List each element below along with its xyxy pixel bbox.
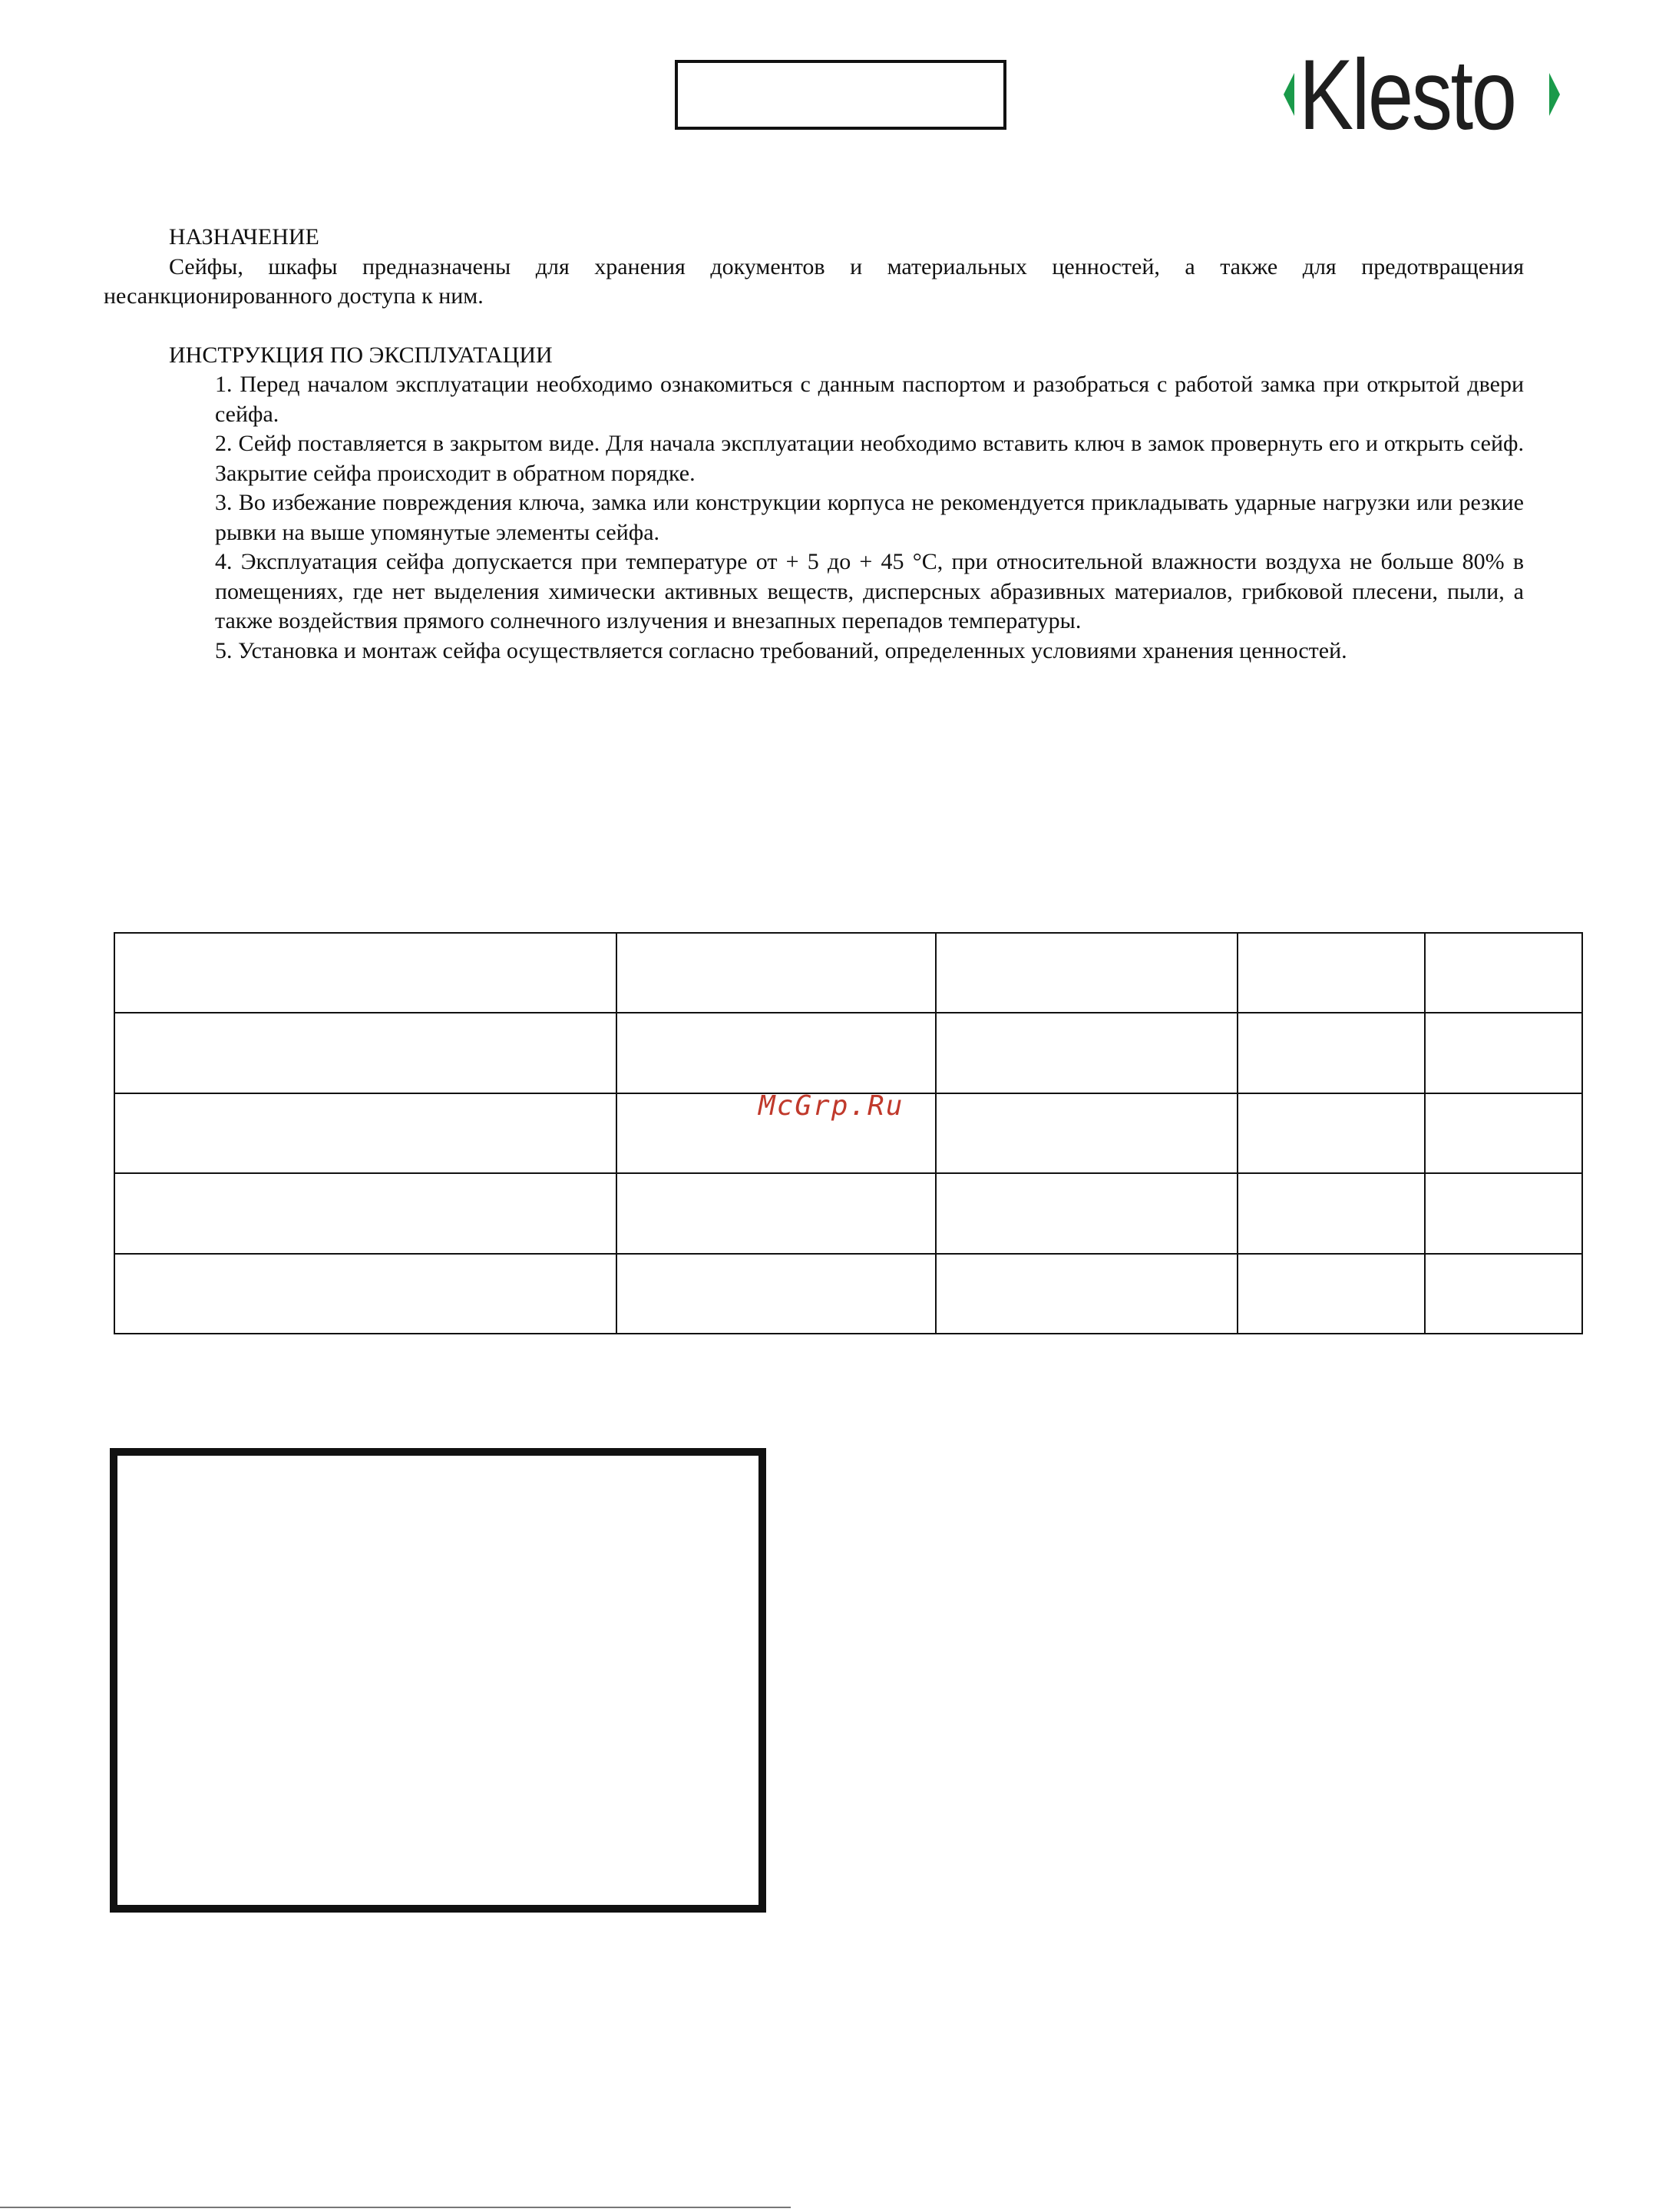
instruction-item: 5. Установка и монтаж сейфа осуществляется согласно требований, определенных условиями хранения ценностей. xyxy=(215,637,1347,663)
table-row xyxy=(114,1013,1582,1093)
table-cell xyxy=(616,933,936,1013)
table-cell xyxy=(1425,1093,1582,1173)
bottom-divider xyxy=(0,2207,791,2208)
table-cell xyxy=(1425,1173,1582,1253)
table-row xyxy=(114,933,1582,1013)
table-cell xyxy=(1425,1013,1582,1093)
table-cell xyxy=(616,1013,936,1093)
table-row xyxy=(114,1254,1582,1334)
table-cell xyxy=(1238,933,1425,1013)
table-cell xyxy=(114,1013,616,1093)
table-cell xyxy=(1238,1013,1425,1093)
table-cell xyxy=(1238,1173,1425,1253)
table-cell xyxy=(1425,1254,1582,1334)
instruction-item: 2. Сейф поставляется в закрытом виде. Для начала эксплуатации необходимо вставить ключ в замок провернуть его и открыть сейф. Закрытие сейфа происходит в обратном порядке. xyxy=(215,431,1524,486)
table-cell xyxy=(936,1093,1238,1173)
table-cell xyxy=(114,933,616,1013)
instruction-item: 3. Во избежание повреждения ключа, замка или конструкции корпуса не рекомендуется прикладывать ударные нагрузки или резкие рывки на выше упомянутые элементы сейфа. xyxy=(215,490,1524,545)
table-cell xyxy=(936,1173,1238,1253)
top-blank-box xyxy=(675,60,1006,130)
logo-right-bracket-icon xyxy=(1549,73,1560,116)
logo-left-bracket-icon xyxy=(1284,73,1294,116)
table-cell xyxy=(1425,933,1582,1013)
table-cell xyxy=(114,1254,616,1334)
document-body xyxy=(104,223,1524,666)
table-cell xyxy=(616,1254,936,1334)
logo-text: Klesto xyxy=(1299,38,1515,150)
table-cell xyxy=(616,1173,936,1253)
table-cell xyxy=(1238,1254,1425,1334)
table-cell xyxy=(936,1013,1238,1093)
klesto-logo xyxy=(1284,38,1575,150)
table-cell xyxy=(114,1093,616,1173)
specifications-table xyxy=(114,932,1581,1334)
instruction-item: 4. Эксплуатация сейфа допускается при температуре от + 5 до + 45 °С, при относительной влажности воздуха не больше 80% в помещениях, где нет выделения химически активных веществ, дисперсных абразивных материалов, грибковой плесени, пыли, а также воздействия прямого солнечного излучения и внезапных перепадов температуры. xyxy=(215,549,1524,633)
table-cell xyxy=(936,933,1238,1013)
table-cell xyxy=(114,1173,616,1253)
bottom-blank-box xyxy=(110,1448,766,1913)
purpose-text: Сейфы, шкафы предназначены для хранения документов и материальных ценностей, а также для предотвращения несанкционированного доступа к ним. xyxy=(104,253,1524,309)
instructions-heading: ИНСТРУКЦИЯ ПО ЭКСПЛУАТАЦИИ xyxy=(169,342,553,368)
purpose-heading: НАЗНАЧЕНИЕ xyxy=(169,224,319,250)
table-cell xyxy=(1238,1093,1425,1173)
table-row xyxy=(114,1173,1582,1253)
instructions-list xyxy=(104,370,1524,666)
table-cell xyxy=(936,1254,1238,1334)
watermark-text: McGrp.Ru xyxy=(758,1090,904,1122)
instruction-item: 1. Перед началом эксплуатации необходимо ознакомиться с данным паспортом и разобраться с работой замка при открытой двери сейфа. xyxy=(215,372,1524,427)
